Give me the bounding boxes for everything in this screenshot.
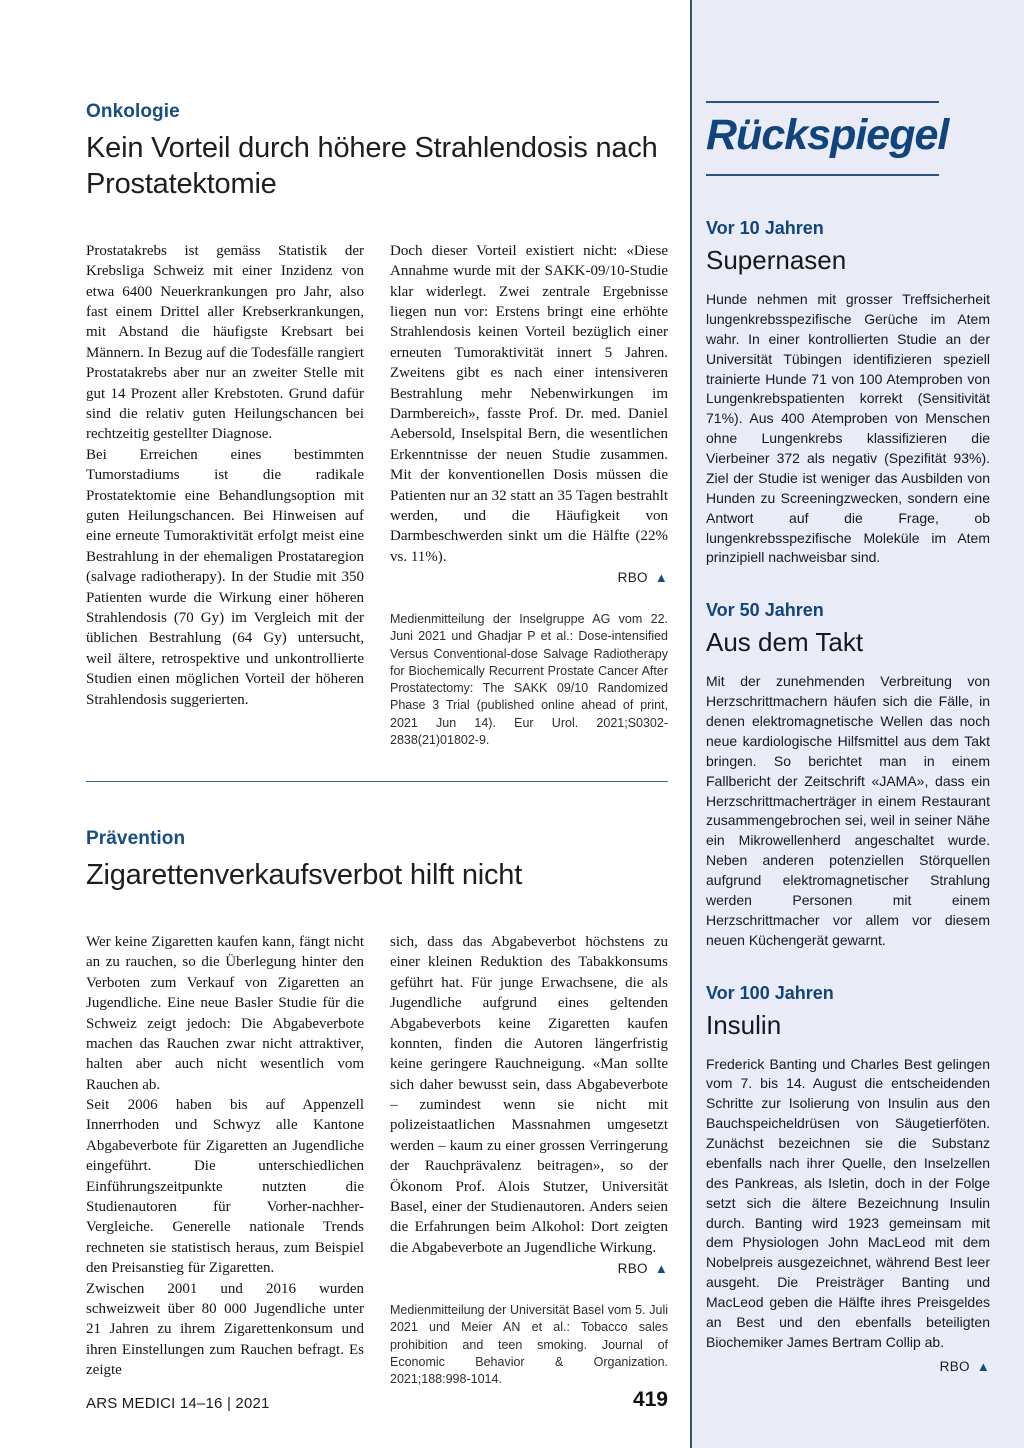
- article-column-1: [86, 241, 364, 749]
- journal-issue-label: ARS MEDICI 14–16 | 2021: [86, 1395, 270, 1412]
- sidebar-item-body: Frederick Banting und Charles Best gelingen vom 7. bis 14. August die entscheidenden Schritte zur Isolierung von Insulin aus den Bauchspeicheldrüsen von Säugetierföten. Zunächst bezeichnen sie die Substanz ebenfalls nach ihrer Quelle, den Inselzellen des Pankreas, als Isletin, doch in der Folge setzt sich die ältere Bezeichnung Insulin durch. Banting wird 1923 gemeinsam mit dem Physiologen John MacLeod mit dem Nobelpreis ausgezeichnet, während Best leer ausgeht. Die Preisträger Banting und MacLeod geben die Hälfte ihres Preisgeldes an Best und den ebenfalls beteiligten Biochemiker James Bertram Collip ab.: [706, 1055, 990, 1350]
- sidebar-item-title: Supernasen: [706, 245, 847, 275]
- signature-initials: RBO: [617, 570, 648, 586]
- sidebar-item-body: Mit der zunehmenden Verbreitung von Herzschrittmachern häufen sich die Fälle, in denen elektromagnetische Wellen das noch neue kardiologische Hilfsmittel aus dem Takt bringen. So berichtet man in einem Fallbericht der Zeitschrift «JAMA», dass ein Herzschrittmacherträger in einem Restaurant zusammengebrochen sei, weil in seiner Nähe ein Mikrowellenherd angeschaltet wurde. Neben anderen potenziellen Störquellen aufgrund elektromagnetischer Strahlung werden Personen mit einem Herzschrittmacher vor allem vor diesem neuen Küchengerät gewarnt.: [706, 673, 990, 948]
- author-signature: [390, 1261, 668, 1276]
- triangle-up-icon: ▲: [654, 570, 668, 586]
- article-column-2: [390, 932, 668, 1389]
- article-paragraph: Bei Erreichen eines bestimmten Tumorstadiums ist die radikale Prostatektomie eine Behandlungsoption mit guten Heilungschancen. Bei Hinweisen auf eine erneute Tumoraktivität erfolgt meist eine Bestrahlung in der ehemaligen Prostataregion (salvage radiotherapy). In der Studie mit 350 Patienten wurde die Wirkung einer höheren Strahlendosis (70 Gy) im Vergleich mit der üblichen Bestrahlung (64 Gy) untersucht, weil ältere, retrospektive und unkontrollierte Studien einen möglichen Vorteil der höheren Strahlendosis suggerierten.: [86, 446, 364, 708]
- sidebar-header: [706, 101, 949, 176]
- article-columns: [86, 932, 668, 1389]
- article-kicker: Prävention: [86, 828, 186, 849]
- sidebar-item-100-years: [706, 983, 990, 1374]
- sidebar-item-kicker: Vor 50 Jahren: [706, 600, 824, 621]
- triangle-up-icon: ▲: [654, 1261, 668, 1277]
- article-reference: Medienmitteilung der Inselgruppe AG vom 22. Juni 2021 und Ghadjar P et al.: Dose-intensified Versus Conventional-dose Salvage Radiotherapy for Biochemically Recurrent Prostate Cancer After Prostatectomy: The SAKK 09/10 Randomized Phase 3 Trial (published online ahead of print, 2021 Jun 14). Eur Urol. 2021;S0302-2838(21)01802-9.: [390, 612, 668, 747]
- sidebar-item-kicker: Vor 100 Jahren: [706, 982, 834, 1003]
- author-signature: [390, 570, 668, 585]
- article-column-2: [390, 241, 668, 749]
- sidebar-item-title: Insulin: [706, 1009, 782, 1040]
- section-divider: [86, 781, 668, 782]
- article-paragraph: Prostatakrebs ist gemäss Statistik der Krebsliga Schweiz mit einer Inzidenz von etwa 6400 Neuerkrankungen pro Jahr, also fast einem Drittel aller Krebserkrankungen, mit Abstand die häufigste Krebsart bei Männern. In Bezug auf die Todesfälle rangiert Prostatakrebs aber nur an zweiter Stelle mit gut 14 Prozent aller Krebstoten. Grund dafür sind die relativ guten Heilungschancen bei rechtzeitig gestellter Diagnose.: [86, 242, 364, 443]
- sidebar-item-title: Aus dem Takt: [706, 627, 864, 658]
- sidebar-item-body: Hunde nehmen mit grosser Treffsicherheit lungenkrebsspezifische Gerüche im Atem wahr. In einer kontrollierten Studie an der Universität Tübingen identifizieren speziell trainierte Hunde 71 von 100 Atemproben von Lungenkrebspatienten korrekt (Sensitivität 71%). Aus 400 Atemproben von Menschen ohne Lungenkrebs klassifizieren die Vierbeiner 372 als negativ (Spezifität 93%). Ziel der Studie ist weniger das Ausbilden von Hunden zu Screeningzwecken, sondern eine Antwort auf die Frage, ob lungenkrebsspezifische Moleküle im Atem prinzipiell nachweisbar sind.: [706, 291, 990, 566]
- article-paragraph: Zwischen 2001 und 2016 wurden schweizweit über 80 000 Jugendliche unter 21 Jahren zu ihrem Zigarettenkonsum und ihren Einstellungen zum Rauchen befragt. Es zeigte: [86, 1280, 364, 1379]
- rueckspiegel-sidebar: [690, 0, 1024, 1448]
- article-prevention: [86, 828, 668, 1388]
- page-footer: [86, 1388, 668, 1412]
- article-paragraph: Wer keine Zigaretten kaufen kann, fängt nicht an zu rauchen, so die Überlegung hinter den Verboten zum Verkauf von Zigaretten an Jugendliche. Eine neue Basler Studie für die Schweiz zeigt jedoch: Die Abgabeverbote machen das Rauchen zwar nicht attraktiver, halten aber auch nicht wesentlich vom Rauchen ab.: [86, 933, 364, 1093]
- triangle-up-icon: ▲: [976, 1358, 990, 1374]
- signature-initials: RBO: [617, 1261, 648, 1277]
- signature-initials: RBO: [939, 1358, 970, 1374]
- article-column-1: [86, 932, 364, 1389]
- sidebar-title: Rückspiegel: [706, 111, 949, 159]
- article-reference: Medienmitteilung der Universität Basel vom 5. Juli 2021 und Meier AN et al.: Tobacco sales prohibition and teen smoking. Journal of Economic Behavior & Organization. 2021;188:998-1014.: [390, 1303, 668, 1387]
- article-paragraph: sich, dass das Abgabeverbot höchstens zu einer kleinen Reduktion des Tabakkonsums geführt hat. Für junge Erwachsene, die als Jugendliche aufgrund eines geltenden Abgabeverbots keine Zigaretten kaufen konnten, finden die Autoren längerfristig keine geringere Rauchneigung. «Man sollte sich daher bewusst sein, dass Abgabeverbote – zumindest wenn sie nicht mit polizeistaatlichen Massnahmen umgesetzt werden – kaum zu einer grossen Verringerung der Rauchprävalenz beitragen», so der Ökonom Prof. Alois Stutzer, Universität Basel, einer der Studienautoren. Anders seien die Erfahrungen beim Alkohol: Dort zeigten die Abgabeverbote an Jugendliche Wirkung.: [390, 933, 668, 1256]
- sidebar-item-10-years: [706, 218, 990, 568]
- article-kicker: Onkologie: [86, 101, 180, 122]
- sidebar-item-kicker: Vor 10 Jahren: [706, 218, 824, 238]
- sidebar-item-50-years: [706, 600, 990, 950]
- article-paragraph: Doch dieser Vorteil existiert nicht: «Diese Annahme wurde mit der SAKK-09/10-Studie klar widerlegt. Zwei zentrale Ergebnisse liegen nun vor: Erstens bringt eine erhöhte Strahlendosis keinen Vorteil bezüglich einer erneuten Tumoraktivität innert 5 Jahren. Zweitens gibt es nach einer intensiveren Bestrahlung mehr Nebenwirkungen im Darmbereich», fasste Prof. Dr. med. Daniel Aebersold, Inselspital Bern, die wesentlichen Erkenntnisse der neuen Studie zusammen. Mit der konventionellen Dosis müssen die Patienten nur an 32 statt an 35 Tagen bestrahlt werden, und die Häufigkeit von Darmbeschwerden sinkt um die Hälfte (22% vs. 11%).: [390, 242, 668, 565]
- article-title: Zigarettenverkaufsverbot hilft nicht: [86, 859, 523, 891]
- article-title: Kein Vorteil durch höhere Strahlendosis nach Prostatektomie: [86, 132, 658, 200]
- page-number: 419: [632, 1388, 668, 1411]
- article-paragraph: Seit 2006 haben bis auf Appenzell Innerrhoden und Schwyz alle Kantone Abgabeverbote für Zigaretten an Jugendliche eingeführt. Die unterschiedlichen Einführungszeitpunkte nutzten die Studienautoren für Vorher-nachher-Vergleiche. Generelle nationale Trends rechneten sie statistisch heraus, zum Beispiel den Preisanstieg für Zigaretten.: [86, 1097, 364, 1277]
- author-signature: [706, 1359, 990, 1374]
- article-oncology: [86, 101, 668, 749]
- article-columns: [86, 241, 668, 749]
